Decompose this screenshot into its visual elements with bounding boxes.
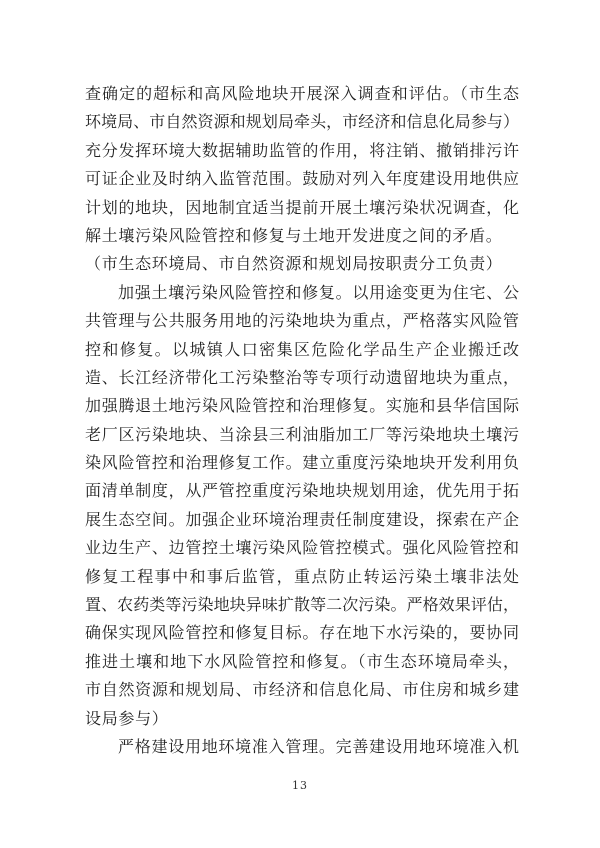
text-line: 可证企业及时纳入监管范围。鼓励对列入年度建设用地供应 — [85, 169, 519, 189]
paragraph — [85, 733, 519, 761]
text-line: 造、长江经济带化工污染整治等专项行动遗留地块为重点， — [85, 367, 519, 387]
text-line: 解土壤污染风险管控和修复与土地开发进度之间的矛盾。 — [85, 225, 503, 245]
text-line: 加强土壤污染风险管控和修复。以用途变更为住宅、公 — [118, 282, 519, 302]
page-number: 13 — [292, 779, 308, 792]
text-line: 控和修复。以城镇人口密集区危险化学品生产企业搬迁改 — [85, 339, 519, 359]
text-line: 置、农药类等污染地块异味扩散等二次污染。严格效果评估， — [85, 595, 519, 615]
text-line: 展生态空间。加强企业环境治理责任制度建设，探索在产企 — [85, 509, 519, 529]
text-line: 确保实现风险管控和修复目标。存在地下水污染的，要协同 — [85, 623, 519, 643]
text-line: 查确定的超标和高风险地块开展深入调查和评估。（市生态 — [85, 84, 519, 103]
text-line: 严格建设用地环境准入管理。完善建设用地环境准入机 — [118, 736, 519, 756]
text-line: 计划的地块，因地制宜适当提前开展土壤污染状况调查，化 — [85, 197, 519, 217]
text-line: 推进土壤和地下水风险管控和修复。（市生态环境局牵头， — [85, 651, 519, 671]
text-line: 共管理与公共服务用地的污染地块为重点，严格落实风险管 — [85, 311, 519, 331]
text-line: 修复工程事中和事后监管，重点防止转运污染土壤非法处 — [85, 566, 519, 586]
paragraph — [85, 279, 519, 733]
paragraph — [85, 80, 519, 279]
text-line: 老厂区污染地块、当涂县三利油脂加工厂等污染地块土壤污 — [85, 424, 519, 444]
text-line: 面清单制度，从严管控重度污染地块规划用途，优先用于拓 — [85, 481, 519, 501]
text-line: 充分发挥环境大数据辅助监管的作用，将注销、撤销排污许 — [85, 140, 519, 160]
text-line: 市自然资源和规划局、市经济和信息化局、市住房和城乡建 — [85, 680, 519, 700]
text-line: 加强腾退土地污染风险管控和治理修复。实施和县华信国际 — [85, 396, 519, 416]
document-body — [85, 80, 519, 761]
text-line: 业边生产、边管控土壤污染风险管控模式。强化风险管控和 — [85, 538, 519, 558]
text-line: 环境局、市自然资源和规划局牵头，市经济和信息化局参与） — [85, 112, 519, 132]
text-line: （市生态环境局、市自然资源和规划局按职责分工负责） — [85, 254, 503, 274]
text-line: 染风险管控和治理修复工作。建立重度污染地块开发利用负 — [85, 453, 519, 473]
text-line: 设局参与） — [85, 708, 169, 728]
